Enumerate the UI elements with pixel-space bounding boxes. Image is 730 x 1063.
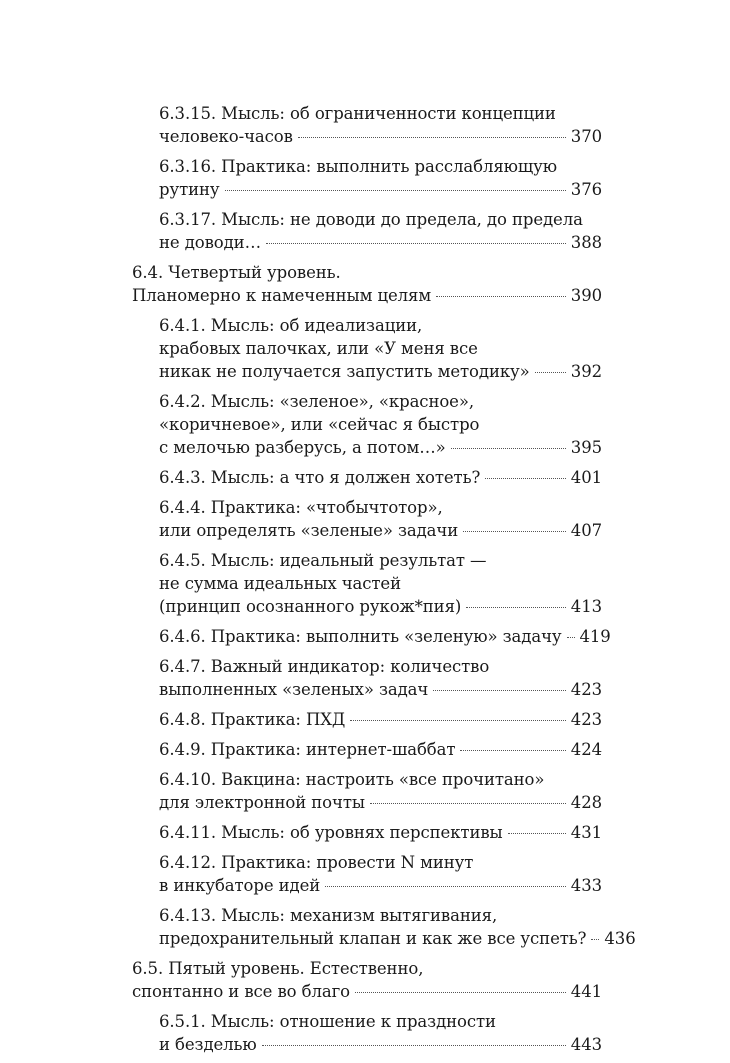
toc-entry-title-line: 6.5.1. Мысль: отношение к праздности [159, 1012, 496, 1031]
toc-entry-title-line: не сумма идеальных частей [159, 574, 401, 593]
toc-entry-title-line: для электронной почты [159, 793, 365, 812]
toc-entry-title-line: предохранительный клапан и как же все успеть? [159, 929, 587, 948]
dot-leader [355, 992, 566, 993]
toc-entry-title-line: 6.4.2. Мысль: «зеленое», «красное», [159, 392, 474, 411]
dot-leader [370, 803, 566, 804]
toc-entry [132, 102, 602, 148]
toc-entry-last-line [159, 360, 602, 383]
toc-entry-title-line: спонтанно и все во благо [132, 982, 350, 1001]
toc-entry-title-line: 6.3.17. Мысль: не доводи до предела, до предела [159, 210, 583, 229]
dot-leader [433, 690, 566, 691]
toc-entry-title-line: (принцип осознанного рукож*пия) [159, 597, 462, 616]
toc-entry-last-line [159, 125, 602, 148]
toc-entry-title-line: 6.4.13. Мысль: механизм вытягивания, [159, 906, 498, 925]
toc-entry-last-line [159, 436, 602, 459]
page-number: 392 [570, 362, 602, 381]
dot-leader [485, 478, 566, 479]
page-number: 424 [570, 740, 602, 759]
toc-entry-last-line [159, 595, 602, 618]
toc-entry-last-line [159, 791, 602, 814]
dot-leader [466, 607, 566, 608]
dot-leader [266, 243, 566, 244]
toc-entry [132, 957, 602, 1003]
toc-entry-title-line: рутину [159, 180, 220, 199]
page-number: 395 [570, 438, 602, 457]
page-number: 390 [570, 286, 602, 305]
dot-leader [508, 833, 566, 834]
page-number: 370 [570, 127, 602, 146]
toc-entry-title-line: крабовых палочках, или «У меня все [159, 339, 478, 358]
toc-entry [132, 768, 602, 814]
toc-entry-title-line: 6.4. Четвертый уровень. [132, 263, 341, 282]
toc-entry-last-line [132, 284, 602, 307]
page-number: 376 [570, 180, 602, 199]
toc-entry-title-line: и безделью [159, 1035, 257, 1054]
page-number: 423 [570, 710, 602, 729]
dot-leader [325, 886, 566, 887]
toc-entry-title-line: 6.4.12. Практика: провести N минут [159, 853, 474, 872]
toc-entry [132, 738, 602, 761]
page-number: 441 [570, 982, 602, 1001]
toc-entry-last-line [159, 625, 611, 648]
dot-leader [460, 750, 565, 751]
dot-leader [463, 531, 566, 532]
toc-entry-title-line: 6.3.15. Мысль: об ограниченности концепции [159, 104, 556, 123]
toc-entry [132, 708, 602, 731]
toc-entry [132, 496, 602, 542]
dot-leader [262, 1045, 566, 1046]
page-number: 413 [570, 597, 602, 616]
toc-entry [132, 851, 602, 897]
toc-entry-title-line: выполненных «зеленых» задач [159, 680, 429, 699]
toc-entry-title-line: 6.4.11. Мысль: об уровнях перспективы [159, 823, 503, 842]
toc-entry-title-line: 6.4.4. Практика: «чтобычтотор», [159, 498, 443, 517]
toc-entry-last-line [159, 708, 602, 731]
toc-entry [132, 549, 602, 618]
toc-entry [132, 208, 602, 254]
toc-entry-title-line: 6.4.6. Практика: выполнить «зеленую» задачу [159, 627, 562, 646]
dot-leader [535, 372, 566, 373]
toc-entry-last-line [159, 1033, 602, 1056]
toc-entry-title-line: Планомерно к намеченным целям [132, 286, 432, 305]
dot-leader [225, 190, 566, 191]
toc-entry [132, 466, 602, 489]
toc-entry-last-line [159, 738, 602, 761]
toc-entry-title-line: 6.4.5. Мысль: идеальный результат — [159, 551, 487, 570]
toc-entry-last-line [159, 874, 602, 897]
toc-entry-title-line: 6.4.8. Практика: ПХД [159, 710, 346, 729]
toc-entry [132, 390, 602, 459]
page-number: 401 [570, 468, 602, 487]
toc-entry [132, 1010, 602, 1056]
dot-leader [591, 939, 599, 940]
toc-entry-title-line: «коричневое», или «сейчас я быстро [159, 415, 480, 434]
toc-entry [132, 625, 611, 648]
toc-entry-last-line [159, 466, 602, 489]
page-number: 428 [570, 793, 602, 812]
toc-entry [132, 655, 602, 701]
toc-entry-title-line: с мелочью разберусь, а потом…» [159, 438, 446, 457]
toc-entry [132, 821, 602, 844]
toc-entry-title-line: никак не получается запустить методику» [159, 362, 530, 381]
dot-leader [567, 637, 575, 638]
toc-entry-last-line [159, 519, 602, 542]
toc-entry-title-line: 6.4.10. Вакцина: настроить «все прочитано» [159, 770, 545, 789]
toc-entry [132, 314, 602, 383]
toc-entry-last-line [159, 178, 602, 201]
dot-leader [350, 720, 566, 721]
toc-entry-last-line [159, 821, 602, 844]
page-number: 436 [604, 929, 636, 948]
toc-entry-title-line: в инкубаторе идей [159, 876, 321, 895]
toc-entry-title-line: 6.4.1. Мысль: об идеализации, [159, 316, 423, 335]
toc-entry-title-line: не доводи… [159, 233, 261, 252]
toc-entry-title-line: человеко-часов [159, 127, 293, 146]
page-number: 419 [579, 627, 611, 646]
toc-entry [132, 155, 602, 201]
toc-entry-last-line [159, 231, 602, 254]
page-number: 407 [570, 521, 602, 540]
page-number: 388 [570, 233, 602, 252]
toc-entry-title-line: 6.4.7. Важный индикатор: количество [159, 657, 490, 676]
toc-entry-title-line: 6.4.3. Мысль: а что я должен хотеть? [159, 468, 481, 487]
page-number: 431 [570, 823, 602, 842]
dot-leader [298, 137, 566, 138]
toc-entry-title-line: 6.3.16. Практика: выполнить расслабляющую [159, 157, 558, 176]
toc-entry-last-line [159, 927, 636, 950]
toc-entry-title-line: 6.5. Пятый уровень. Естественно, [132, 959, 424, 978]
page-number: 423 [570, 680, 602, 699]
toc-entry-title-line: или определять «зеленые» задачи [159, 521, 459, 540]
toc-entry [132, 261, 602, 307]
dot-leader [436, 296, 566, 297]
toc-entry-last-line [159, 678, 602, 701]
toc-entry-last-line [132, 980, 602, 1003]
toc-entry-title-line: 6.4.9. Практика: интернет-шаббат [159, 740, 456, 759]
dot-leader [451, 448, 566, 449]
page-number: 443 [570, 1035, 602, 1054]
toc-entry [132, 904, 636, 950]
page-number: 433 [570, 876, 602, 895]
table-of-contents [132, 102, 636, 1063]
